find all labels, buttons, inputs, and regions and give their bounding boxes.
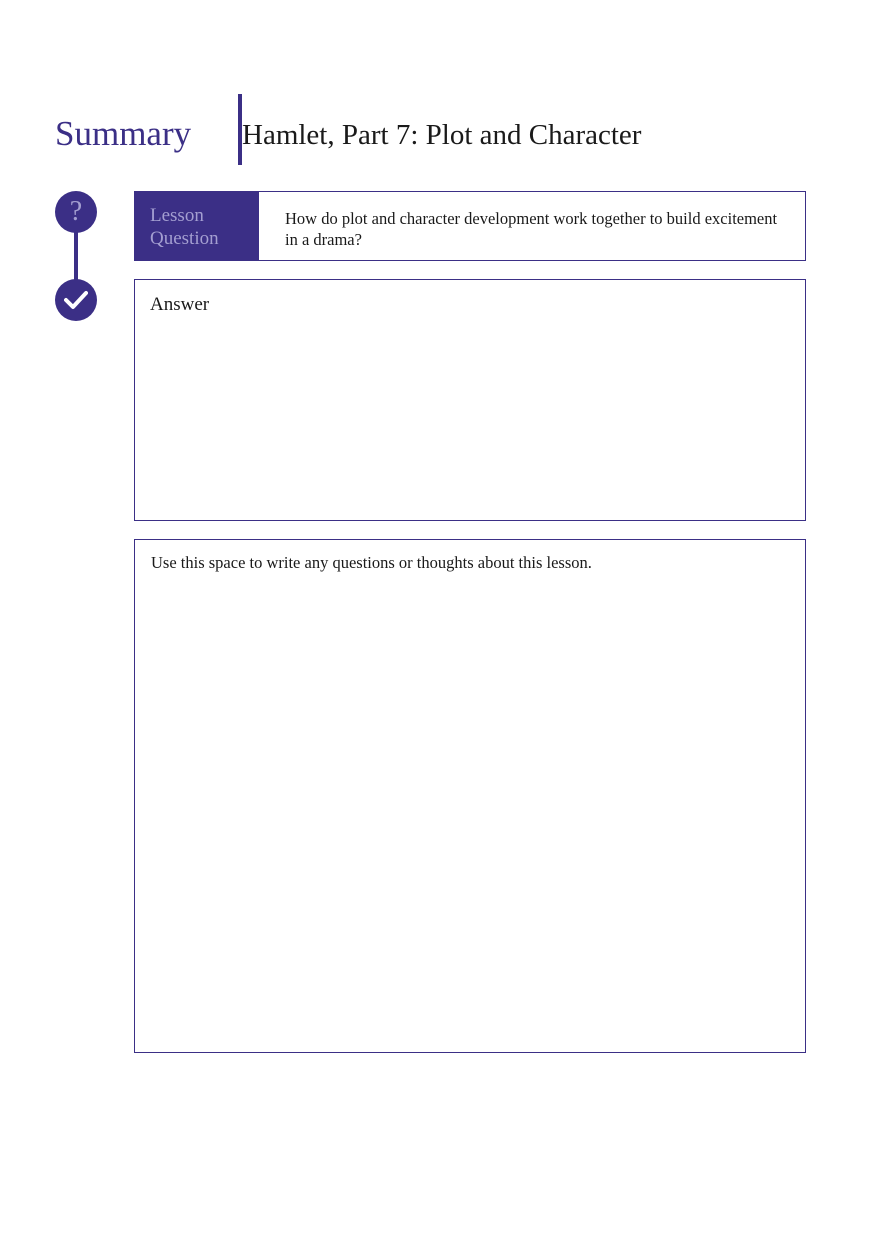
answer-box[interactable]	[134, 279, 806, 521]
lesson-question-label	[135, 192, 259, 260]
checkmark-icon	[55, 279, 97, 321]
lesson-question-text: How do plot and character development work together to build excitement in a drama?	[285, 209, 778, 249]
question-mark-icon	[55, 191, 97, 233]
lesson-label-line1: Lesson	[150, 205, 204, 226]
lesson-question-box	[134, 191, 806, 261]
notes-box[interactable]	[134, 539, 806, 1053]
lesson-label-line2: Question	[150, 228, 219, 249]
page-title: Hamlet, Part 7: Plot and Character	[242, 119, 642, 151]
checkmark-glyph	[64, 290, 88, 310]
answer-label: Answer	[150, 294, 210, 315]
section-label: Summary	[55, 114, 192, 153]
notes-prompt: Use this space to write any questions or thoughts about this lesson.	[151, 553, 592, 572]
question-mark-glyph: ?	[69, 196, 83, 227]
